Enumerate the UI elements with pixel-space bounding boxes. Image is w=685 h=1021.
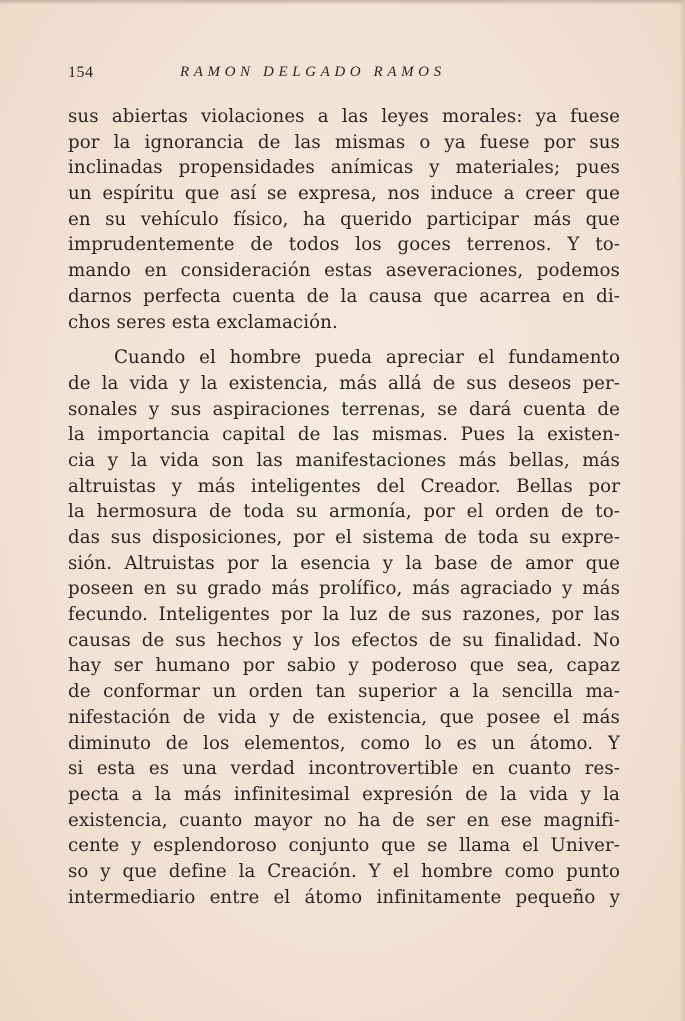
text-line: sión. Altruistas por la esencia y la base de amor que [68,552,620,574]
text-line: hay ser humano por sabio y poderoso que sea, capaz [68,655,620,677]
text-line: imprudentemente de todos los goces terrenos. Y to- [68,234,620,256]
text-line: por la ignorancia de las mismas o ya fuese por sus [68,131,620,153]
text-line: poseen en su grado más prolífico, más agraciado y más [68,578,620,600]
text-line: causas de sus hechos y los efectos de su finalidad. No [68,629,620,651]
running-title: RAMON DELGADO RAMOS [180,64,446,80]
paragraph-1 [68,104,620,335]
text-line: existencia, cuanto mayor no ha de ser en ese magnifi- [68,809,620,831]
text-line: sonales y sus aspiraciones terrenas, se dará cuenta de [68,398,620,420]
text-line: sus abiertas violaciones a las leyes morales: ya fuese [68,106,620,127]
text-line: Cuando el hombre pueda apreciar el fundamento [114,347,620,369]
page-right-edge [679,0,685,1021]
text-line: nifestación de vida y de existencia, que posee el más [68,706,620,728]
text-line: la importancia capital de las mismas. Pues la existen- [68,424,620,446]
text-line: pecta a la más infinitesimal expresión de la vida y la [68,783,620,805]
text-line: intermediario entre el átomo infinitamente pequeño y [68,886,620,908]
text-line: de la vida y la existencia, más allá de sus deseos per- [68,372,620,394]
text-line: diminuto de los elementos, como lo es un átomo. Y [68,732,620,754]
text-line: das sus disposiciones, por el sistema de toda su expre- [68,527,620,548]
text-line: cente y esplendoroso conjunto que se llama el Univer- [68,835,620,857]
text-line: so y que define la Creación. Y el hombre como punto [68,860,620,882]
text-line: cia y la vida son las manifestaciones más bellas, más [68,449,620,471]
text-line: darnos perfecta cuenta de la causa que acarrea en di- [68,285,620,307]
paragraph-gap [68,335,620,345]
text-line: mando en consideración estas aseveraciones, podemos [68,260,620,282]
text-line: en su vehículo físico, ha querido participar más que [68,208,620,230]
text-line: la hermosura de toda su armonía, por el orden de to- [68,501,620,523]
text-line: un espíritu que así se expresa, nos induce a creer que [68,183,620,205]
text-line: fecundo. Inteligentes por la luz de sus razones, por las [68,604,620,626]
text-line: altruistas y más inteligentes del Creador. Bellas por [68,475,620,497]
text-line: si esta es una verdad incontrovertible en cuanto res- [68,758,620,780]
body-text [68,104,620,910]
text-line: chos seres esta exclamación. [68,311,338,333]
page-number: 154 [68,64,94,81]
text-line: de conformar un orden tan superior a la sencilla ma- [68,681,620,703]
page-top-edge [0,0,685,5]
running-head [68,64,618,86]
paragraph-2 [68,345,620,910]
text-line: inclinadas propensidades anímicas y materiales; pues [68,157,620,179]
